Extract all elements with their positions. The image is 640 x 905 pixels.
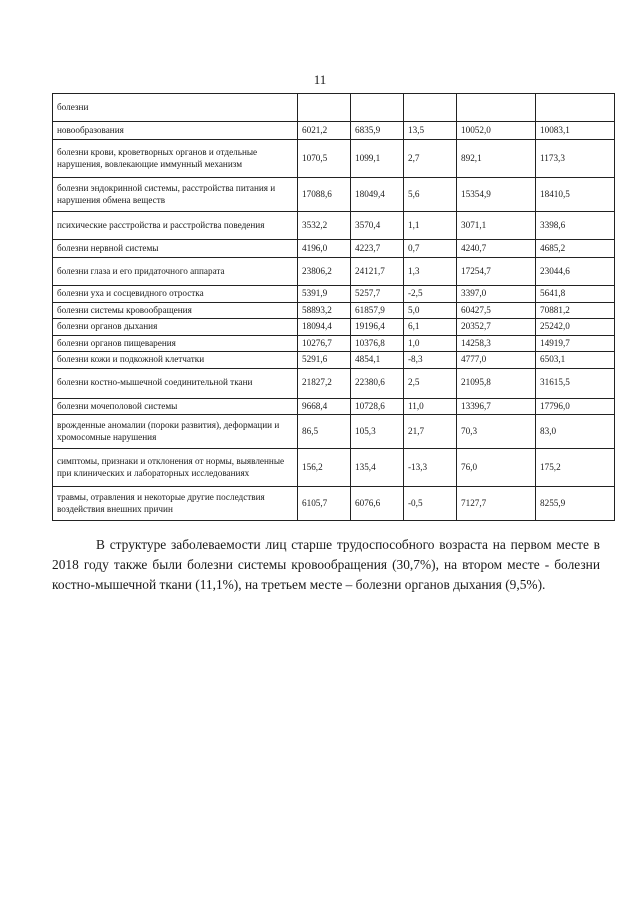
table-row bbox=[53, 140, 615, 178]
value-cell-5 bbox=[536, 94, 615, 122]
value-cell-2: 18049,4 bbox=[351, 178, 404, 212]
value-cell-4: 10052,0 bbox=[457, 122, 536, 140]
page-number: 11 bbox=[313, 72, 327, 87]
value-cell-4: 892,1 bbox=[457, 140, 536, 178]
disease-name-cell: болезни крови, кроветворных органов и отдельные нарушения, вовлекающие иммунный механизм bbox=[53, 140, 298, 178]
value-cell-4: 4777,0 bbox=[457, 352, 536, 369]
value-cell-4: 3397,0 bbox=[457, 286, 536, 303]
value-cell-3: -2,5 bbox=[404, 286, 457, 303]
value-cell-4 bbox=[457, 94, 536, 122]
value-cell-1: 5391,9 bbox=[298, 286, 351, 303]
value-cell-3: 0,7 bbox=[404, 240, 457, 258]
disease-statistics-table bbox=[52, 93, 615, 521]
value-cell-1: 58893,2 bbox=[298, 302, 351, 319]
value-cell-1: 9668,4 bbox=[298, 398, 351, 415]
value-cell-4: 7127,7 bbox=[457, 487, 536, 521]
value-cell-2: 4223,7 bbox=[351, 240, 404, 258]
value-cell-3: 21,7 bbox=[404, 415, 457, 449]
value-cell-2: 6076,6 bbox=[351, 487, 404, 521]
value-cell-5: 10083,1 bbox=[536, 122, 615, 140]
table-row bbox=[53, 352, 615, 369]
table-row bbox=[53, 286, 615, 303]
value-cell-4: 15354,9 bbox=[457, 178, 536, 212]
value-cell-3: 2,7 bbox=[404, 140, 457, 178]
value-cell-4: 13396,7 bbox=[457, 398, 536, 415]
disease-name-cell: врожденные аномалии (пороки развития), деформации и хромосомные нарушения bbox=[53, 415, 298, 449]
value-cell-4: 70,3 bbox=[457, 415, 536, 449]
table-row bbox=[53, 178, 615, 212]
value-cell-5: 3398,6 bbox=[536, 212, 615, 240]
value-cell-2 bbox=[351, 94, 404, 122]
table-row bbox=[53, 368, 615, 398]
disease-name-cell: новообразования bbox=[53, 122, 298, 140]
value-cell-5: 6503,1 bbox=[536, 352, 615, 369]
value-cell-1: 6021,2 bbox=[298, 122, 351, 140]
value-cell-3: 5,6 bbox=[404, 178, 457, 212]
value-cell-5: 5641,8 bbox=[536, 286, 615, 303]
value-cell-3: 11,0 bbox=[404, 398, 457, 415]
value-cell-2: 19196,4 bbox=[351, 319, 404, 336]
value-cell-2: 6835,9 bbox=[351, 122, 404, 140]
disease-name-cell: болезни уха и сосцевидного отростка bbox=[53, 286, 298, 303]
value-cell-2: 135,4 bbox=[351, 449, 404, 487]
value-cell-4: 20352,7 bbox=[457, 319, 536, 336]
value-cell-1: 86,5 bbox=[298, 415, 351, 449]
value-cell-4: 14258,3 bbox=[457, 335, 536, 352]
value-cell-1: 10276,7 bbox=[298, 335, 351, 352]
value-cell-3 bbox=[404, 94, 457, 122]
value-cell-5: 83,0 bbox=[536, 415, 615, 449]
table-body bbox=[53, 94, 615, 521]
value-cell-2: 22380,6 bbox=[351, 368, 404, 398]
value-cell-1: 21827,2 bbox=[298, 368, 351, 398]
value-cell-3: 13,5 bbox=[404, 122, 457, 140]
value-cell-2: 105,3 bbox=[351, 415, 404, 449]
disease-name-cell: болезни мочеполовой системы bbox=[53, 398, 298, 415]
value-cell-5: 31615,5 bbox=[536, 368, 615, 398]
disease-name-cell: психические расстройства и расстройства поведения bbox=[53, 212, 298, 240]
disease-name-cell: болезни органов дыхания bbox=[53, 319, 298, 336]
value-cell-1: 4196,0 bbox=[298, 240, 351, 258]
disease-name-cell: болезни системы кровообращения bbox=[53, 302, 298, 319]
summary-paragraph: В структуре заболеваемости лиц старше трудоспособного возраста на первом месте в 2018 году также были болезни системы кровообращения (30,7%), на втором месте - болезни костно-мышечной ткани (11,1%), на третьем месте – болезни органов дыхания (9,5%). bbox=[52, 537, 600, 592]
value-cell-5: 23044,6 bbox=[536, 258, 615, 286]
disease-name-cell: болезни кожи и подкожной клетчатки bbox=[53, 352, 298, 369]
disease-name-cell: болезни bbox=[53, 94, 298, 122]
disease-name-cell: травмы, отравления и некоторые другие последствия воздействия внешних причин bbox=[53, 487, 298, 521]
table-row bbox=[53, 122, 615, 140]
value-cell-5: 8255,9 bbox=[536, 487, 615, 521]
table-row bbox=[53, 335, 615, 352]
value-cell-3: 1,1 bbox=[404, 212, 457, 240]
value-cell-2: 1099,1 bbox=[351, 140, 404, 178]
table-row bbox=[53, 258, 615, 286]
value-cell-3: 6,1 bbox=[404, 319, 457, 336]
table-row bbox=[53, 302, 615, 319]
disease-name-cell: болезни глаза и его придаточного аппарата bbox=[53, 258, 298, 286]
value-cell-3: 1,0 bbox=[404, 335, 457, 352]
value-cell-3: -8,3 bbox=[404, 352, 457, 369]
value-cell-5: 70881,2 bbox=[536, 302, 615, 319]
table-row bbox=[53, 415, 615, 449]
value-cell-1: 17088,6 bbox=[298, 178, 351, 212]
value-cell-1 bbox=[298, 94, 351, 122]
value-cell-5: 1173,3 bbox=[536, 140, 615, 178]
value-cell-5: 25242,0 bbox=[536, 319, 615, 336]
value-cell-1: 3532,2 bbox=[298, 212, 351, 240]
value-cell-1: 5291,6 bbox=[298, 352, 351, 369]
table-row bbox=[53, 449, 615, 487]
disease-name-cell: симптомы, признаки и отклонения от нормы, выявленные при клинических и лабораторных исследованиях bbox=[53, 449, 298, 487]
value-cell-1: 156,2 bbox=[298, 449, 351, 487]
value-cell-4: 4240,7 bbox=[457, 240, 536, 258]
value-cell-5: 175,2 bbox=[536, 449, 615, 487]
value-cell-3: 1,3 bbox=[404, 258, 457, 286]
value-cell-3: -0,5 bbox=[404, 487, 457, 521]
value-cell-1: 18094,4 bbox=[298, 319, 351, 336]
table-row bbox=[53, 94, 615, 122]
value-cell-2: 5257,7 bbox=[351, 286, 404, 303]
value-cell-2: 10376,8 bbox=[351, 335, 404, 352]
value-cell-2: 3570,4 bbox=[351, 212, 404, 240]
value-cell-1: 1070,5 bbox=[298, 140, 351, 178]
value-cell-5: 18410,5 bbox=[536, 178, 615, 212]
disease-name-cell: болезни костно-мышечной соединительной ткани bbox=[53, 368, 298, 398]
value-cell-4: 17254,7 bbox=[457, 258, 536, 286]
value-cell-2: 61857,9 bbox=[351, 302, 404, 319]
value-cell-2: 10728,6 bbox=[351, 398, 404, 415]
table-row bbox=[53, 212, 615, 240]
value-cell-4: 76,0 bbox=[457, 449, 536, 487]
table-row bbox=[53, 319, 615, 336]
value-cell-4: 3071,1 bbox=[457, 212, 536, 240]
table-row bbox=[53, 487, 615, 521]
disease-name-cell: болезни нервной системы bbox=[53, 240, 298, 258]
value-cell-1: 6105,7 bbox=[298, 487, 351, 521]
disease-name-cell: болезни эндокринной системы, расстройства питания и нарушения обмена веществ bbox=[53, 178, 298, 212]
table-row bbox=[53, 398, 615, 415]
value-cell-3: 5,0 bbox=[404, 302, 457, 319]
value-cell-4: 21095,8 bbox=[457, 368, 536, 398]
value-cell-5: 17796,0 bbox=[536, 398, 615, 415]
value-cell-5: 14919,7 bbox=[536, 335, 615, 352]
value-cell-3: -13,3 bbox=[404, 449, 457, 487]
value-cell-2: 24121,7 bbox=[351, 258, 404, 286]
table-row bbox=[53, 240, 615, 258]
value-cell-1: 23806,2 bbox=[298, 258, 351, 286]
value-cell-4: 60427,5 bbox=[457, 302, 536, 319]
disease-name-cell: болезни органов пищеварения bbox=[53, 335, 298, 352]
value-cell-3: 2,5 bbox=[404, 368, 457, 398]
value-cell-2: 4854,1 bbox=[351, 352, 404, 369]
value-cell-5: 4685,2 bbox=[536, 240, 615, 258]
